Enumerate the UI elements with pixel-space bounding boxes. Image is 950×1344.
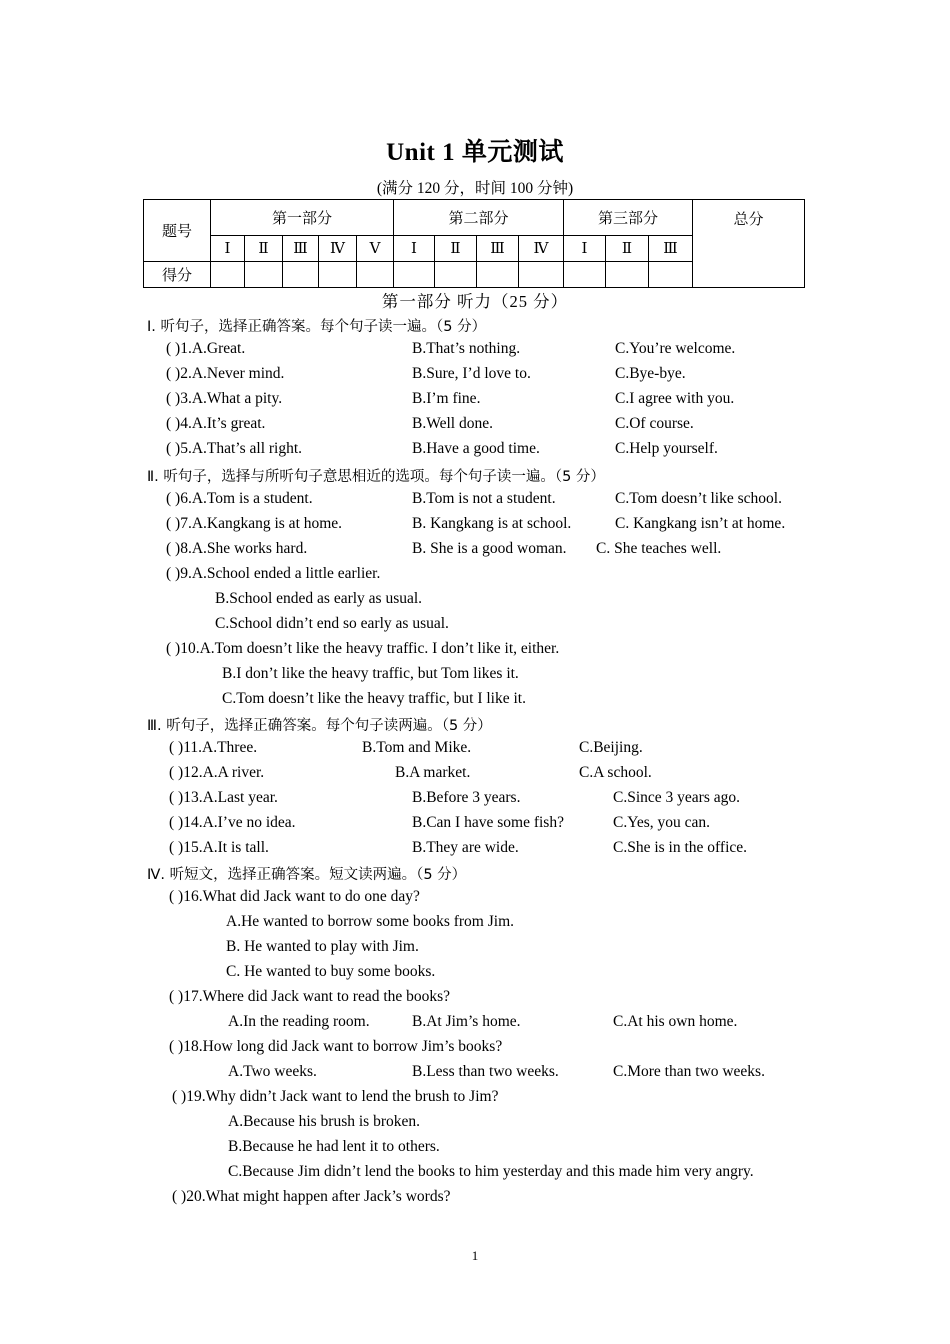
score-cell[interactable]: [519, 262, 564, 288]
option-b: B.I’m fine.: [412, 390, 481, 407]
option-b: B. Kangkang is at school.: [412, 515, 572, 532]
score-cell[interactable]: [435, 262, 477, 288]
option-b: B.Less than two weeks.: [412, 1063, 559, 1080]
score-cell[interactable]: [564, 262, 606, 288]
score-table-col: Ⅱ: [435, 236, 477, 262]
score-table-col: Ⅰ: [394, 236, 435, 262]
option-c: C.More than two weeks.: [613, 1063, 765, 1080]
option-b: B. He wanted to play with Jim.: [226, 938, 419, 955]
option-b: B.Sure, I’d love to.: [412, 365, 531, 382]
option-c: C.Beijing.: [579, 739, 643, 756]
option-c: C. He wanted to buy some books.: [226, 963, 436, 980]
option-c: C.Help yourself.: [615, 440, 718, 457]
page-number: 1: [471, 1248, 479, 1263]
score-table-col: Ⅱ: [245, 236, 283, 262]
question-stem: ( )6.A.Tom is a student.: [166, 490, 313, 507]
score-table-col: Ⅲ: [283, 236, 319, 262]
question-stem: ( )8.A.She works hard.: [166, 540, 308, 557]
option-b: B.I don’t like the heavy traffic, but Tom likes it.: [222, 665, 519, 682]
option-c: C. Kangkang isn’t at home.: [615, 515, 786, 532]
option-c: C.Since 3 years ago.: [613, 789, 740, 806]
question-stem: ( )13.A.Last year.: [169, 789, 278, 806]
option-c: C.A school.: [579, 764, 652, 781]
score-cell[interactable]: [357, 262, 394, 288]
option-b: B.Before 3 years.: [412, 789, 521, 806]
option-a: A.In the reading room.: [228, 1013, 370, 1030]
question-stem: ( )4.A.It’s great.: [166, 415, 266, 432]
question-stem: ( )17.Where did Jack want to read the books?: [169, 988, 451, 1005]
option-b: B.That’s nothing.: [412, 340, 521, 357]
score-cell[interactable]: [477, 262, 519, 288]
question-stem: ( )3.A.What a pity.: [166, 390, 283, 407]
option-c: C.Tom doesn’t like school.: [615, 490, 782, 507]
score-table-part2-header: 第二部分: [394, 200, 564, 236]
question-stem: ( )10.A.Tom doesn’t like the heavy traffic. I don’t like it, either.: [166, 640, 560, 657]
score-table-col: Ⅰ: [564, 236, 606, 262]
score-table-col: Ⅲ: [649, 236, 693, 262]
section-1-heading: Ⅰ. 听句子，选择正确答案。每个句子读一遍。（5 分）: [147, 319, 487, 335]
score-table-col: Ⅱ: [606, 236, 649, 262]
option-b: B.Have a good time.: [412, 440, 540, 457]
score-cell[interactable]: [649, 262, 693, 288]
question-stem: ( )2.A.Never mind.: [166, 365, 285, 382]
question-stem: ( )16.What did Jack want to do one day?: [169, 888, 420, 905]
question-stem: ( )7.A.Kangkang is at home.: [166, 515, 343, 532]
option-c: C.I agree with you.: [615, 390, 735, 407]
option-b: B.At Jim’s home.: [412, 1013, 521, 1030]
question-stem: ( )9.A.School ended a little earlier.: [166, 565, 381, 582]
option-c: C. She teaches well.: [596, 540, 722, 557]
score-cell[interactable]: [606, 262, 649, 288]
score-table-col: Ⅴ: [357, 236, 394, 262]
option-c: C.Of course.: [615, 415, 694, 432]
score-table-col: Ⅳ: [319, 236, 357, 262]
option-a: A.Because his brush is broken.: [228, 1113, 420, 1130]
score-table-col: Ⅳ: [519, 236, 564, 262]
option-c: C.Tom doesn’t like the heavy traffic, but I like it.: [222, 690, 526, 707]
question-stem: ( )20.What might happen after Jack’s words?: [172, 1188, 451, 1205]
score-table-score-label: 得分: [144, 262, 211, 288]
score-table-part1-header: 第一部分: [211, 200, 394, 236]
option-b: B.Because he had lent it to others.: [228, 1138, 440, 1155]
score-cell[interactable]: [245, 262, 283, 288]
question-stem: ( )19.Why didn’t Jack want to lend the brush to Jim?: [172, 1088, 499, 1105]
option-c: C.Yes, you can.: [613, 814, 711, 831]
option-a: A.He wanted to borrow some books from Jim.: [226, 913, 514, 930]
section-4-heading: Ⅳ. 听短文，选择正确答案。短文读两遍。（5 分）: [147, 867, 467, 883]
option-c: C.Because Jim didn’t lend the books to him yesterday and this made him very angry.: [228, 1163, 754, 1180]
score-cell[interactable]: [283, 262, 319, 288]
score-table-part3-header: 第三部分: [564, 200, 693, 236]
score-cell[interactable]: [211, 262, 245, 288]
question-stem: ( )12.A.A river.: [169, 764, 265, 781]
score-table-total-header: 总分: [693, 200, 805, 288]
question-stem: ( )15.A.It is tall.: [169, 839, 269, 856]
option-b: B.They are wide.: [412, 839, 519, 856]
question-stem: ( )18.How long did Jack want to borrow Jim’s books?: [169, 1038, 503, 1055]
score-table-col: Ⅲ: [477, 236, 519, 262]
page-subtitle: (满分 120 分，时间 100 分钟): [376, 180, 574, 197]
section-title: 第一部分 听力（25 分）: [381, 292, 569, 311]
section-2-heading: Ⅱ. 听句子，选择与所听句子意思相近的选项。每个句子读一遍。（5 分）: [147, 469, 605, 485]
option-b: B.Well done.: [412, 415, 493, 432]
question-stem: ( )5.A.That’s all right.: [166, 440, 303, 457]
option-c: C.At his own home.: [613, 1013, 738, 1030]
option-b: B.School ended as early as usual.: [215, 590, 423, 607]
option-c: C.School didn’t end so early as usual.: [215, 615, 449, 632]
option-c: C.You’re welcome.: [615, 340, 736, 357]
option-b: B.A market.: [395, 764, 471, 781]
option-c: C.Bye-bye.: [615, 365, 686, 382]
page-title: Unit 1 单元测试: [386, 139, 564, 166]
section-3-heading: Ⅲ. 听句子，选择正确答案。每个句子读两遍。（5 分）: [147, 718, 492, 734]
score-cell[interactable]: [319, 262, 357, 288]
score-table-col: Ⅰ: [211, 236, 245, 262]
option-b: B. She is a good woman.: [412, 540, 567, 557]
question-stem: ( )11.A.Three.: [169, 739, 258, 756]
option-b: B.Tom is not a student.: [412, 490, 556, 507]
option-b: B.Can I have some fish?: [412, 814, 564, 831]
option-a: A.Two weeks.: [228, 1063, 317, 1080]
option-b: B.Tom and Mike.: [362, 739, 472, 756]
question-stem: ( )14.A.I’ve no idea.: [169, 814, 296, 831]
option-c: C.She is in the office.: [613, 839, 748, 856]
score-table-question-label: 题号: [144, 200, 211, 262]
question-stem: ( )1.A.Great.: [166, 340, 246, 357]
score-table: [143, 199, 805, 288]
score-cell[interactable]: [394, 262, 435, 288]
